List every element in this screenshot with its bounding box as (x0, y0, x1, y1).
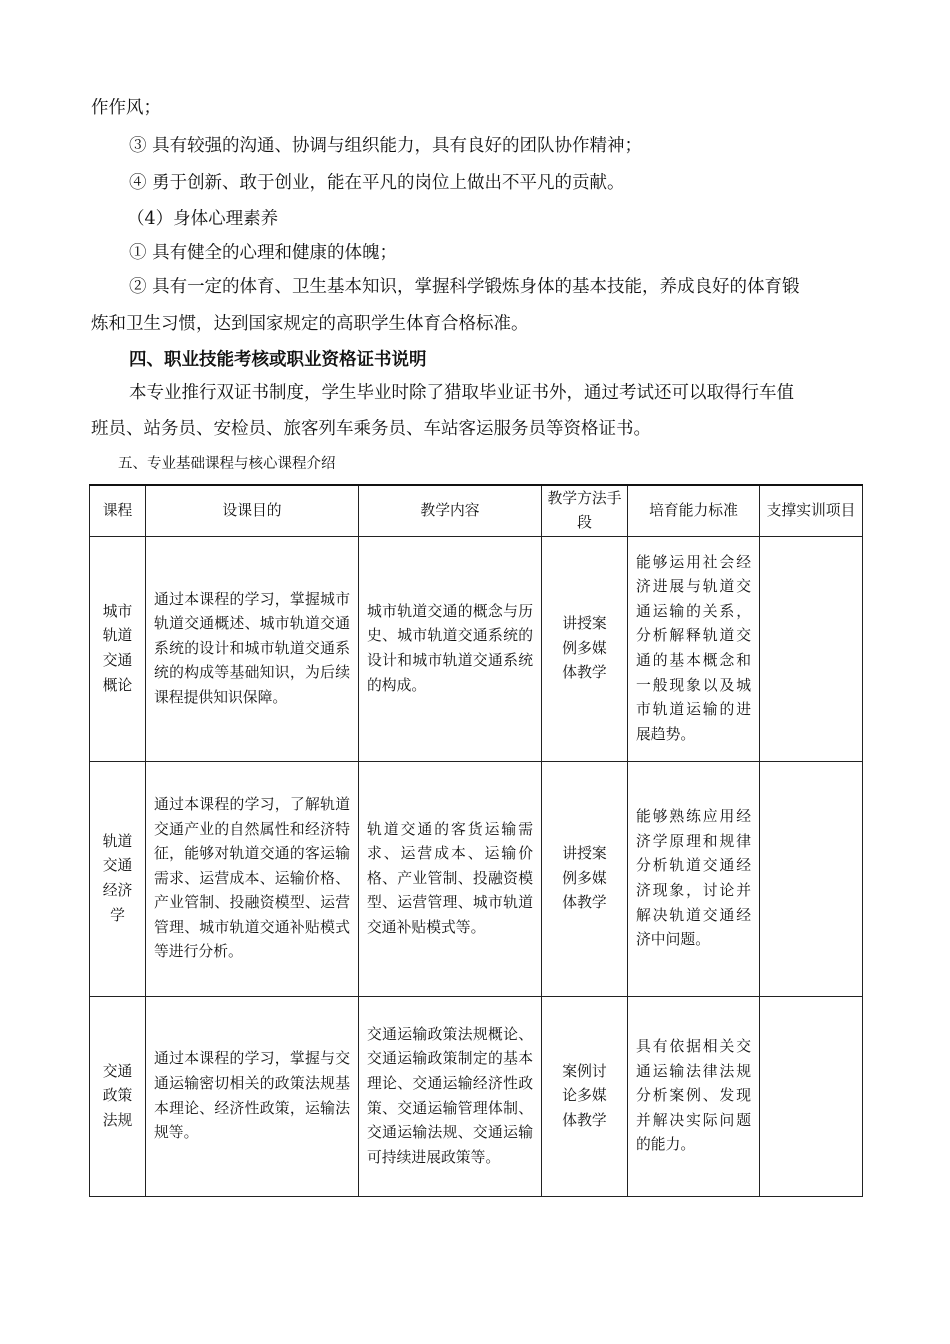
course-method: 讲授案例多媒体教学 (542, 762, 628, 997)
section-heading: 四、职业技能考核或职业资格证书说明 (129, 350, 427, 370)
course-method: 案例讨论多媒体教学 (542, 997, 628, 1197)
table-row (90, 762, 863, 997)
course-training (760, 537, 863, 762)
course-training (760, 997, 863, 1197)
course-name: 轨道交通经济学 (90, 762, 146, 997)
column-header: 支撑实训项目 (760, 485, 863, 537)
paragraph: 本专业推行双证书制度，学生毕业时除了猎取毕业证书外，通过考试还可以取得行车值 (129, 383, 794, 403)
paragraph: 班员、站务员、安检员、旅客列车乘务员、车站客运服务员等资格证书。 (91, 419, 651, 439)
column-header: 培育能力标准 (628, 485, 760, 537)
course-name: 城市轨道交通概论 (90, 537, 146, 762)
course-ability: 具有依据相关交通运输法律法规分析案例、发现并解决实际问题的能力。 (628, 997, 760, 1197)
column-header: 课程 (90, 485, 146, 537)
course-content: 交通运输政策法规概论、交通运输政策制定的基本理论、交通运输经济性政策、交通运输管理体制、交通运输法规、交通运输可持续进展政策等。 (359, 997, 542, 1197)
course-content: 城市轨道交通的概念与历史、城市轨道交通系统的设计和城市轨道交通系统的构成。 (359, 537, 542, 762)
column-header: 教学内容 (359, 485, 542, 537)
course-ability: 能够运用社会经济进展与轨道交通运输的关系，分析解释轨道交通的基本概念和一般现象以及城市轨道运输的进展趋势。 (628, 537, 760, 762)
list-item: ④ 勇于创新、敢于创业，能在平凡的岗位上做出不平凡的贡献。 (129, 173, 625, 193)
column-header: 教学方法手段 (542, 485, 628, 537)
course-ability: 能够熟练应用经济学原理和规律分析轨道交通经济现象，讨论并解决轨道交通经济中问题。 (628, 762, 760, 997)
table-row (90, 997, 863, 1197)
column-header: 设课目的 (146, 485, 359, 537)
list-item: ② 具有一定的体育、卫生基本知识，掌握科学锻炼身体的基本技能，养成良好的体育锻 (129, 277, 800, 297)
course-purpose: 通过本课程的学习，掌握城市轨道交通概述、城市轨道交通系统的设计和城市轨道交通系统的构成等基础知识，为后续课程提供知识保障。 (146, 537, 359, 762)
section-heading: 五、专业基础课程与核心课程介绍 (118, 456, 336, 472)
course-purpose: 通过本课程的学习，了解轨道交通产业的自然属性和经济特征，能够对轨道交通的客运输需求、运营成本、运输价格、产业管制、投融资模型、运营管理、城市轨道交通补贴模式等进行分析。 (146, 762, 359, 997)
course-table (89, 484, 863, 1197)
paragraph: 炼和卫生习惯，达到国家规定的高职学生体育合格标准。 (91, 314, 529, 334)
paragraph: 作作风； (91, 98, 161, 118)
course-name: 交通政策法规 (90, 997, 146, 1197)
course-content: 轨道交通的客货运输需求、运营成本、运输价格、产业管制、投融资模型、运营管理、城市轨道交通补贴模式等。 (359, 762, 542, 997)
subheading: （4）身体心理素养 (127, 209, 279, 229)
course-purpose: 通过本课程的学习，掌握与交通运输密切相关的政策法规基本理论、经济性政策，运输法规等。 (146, 997, 359, 1197)
list-item: ① 具有健全的心理和健康的体魄； (129, 243, 398, 263)
course-method: 讲授案例多媒体教学 (542, 537, 628, 762)
table-header-row (90, 485, 863, 537)
course-training (760, 762, 863, 997)
list-item: ③ 具有较强的沟通、协调与组织能力，具有良好的团队协作精神； (129, 136, 643, 156)
table-row (90, 537, 863, 762)
